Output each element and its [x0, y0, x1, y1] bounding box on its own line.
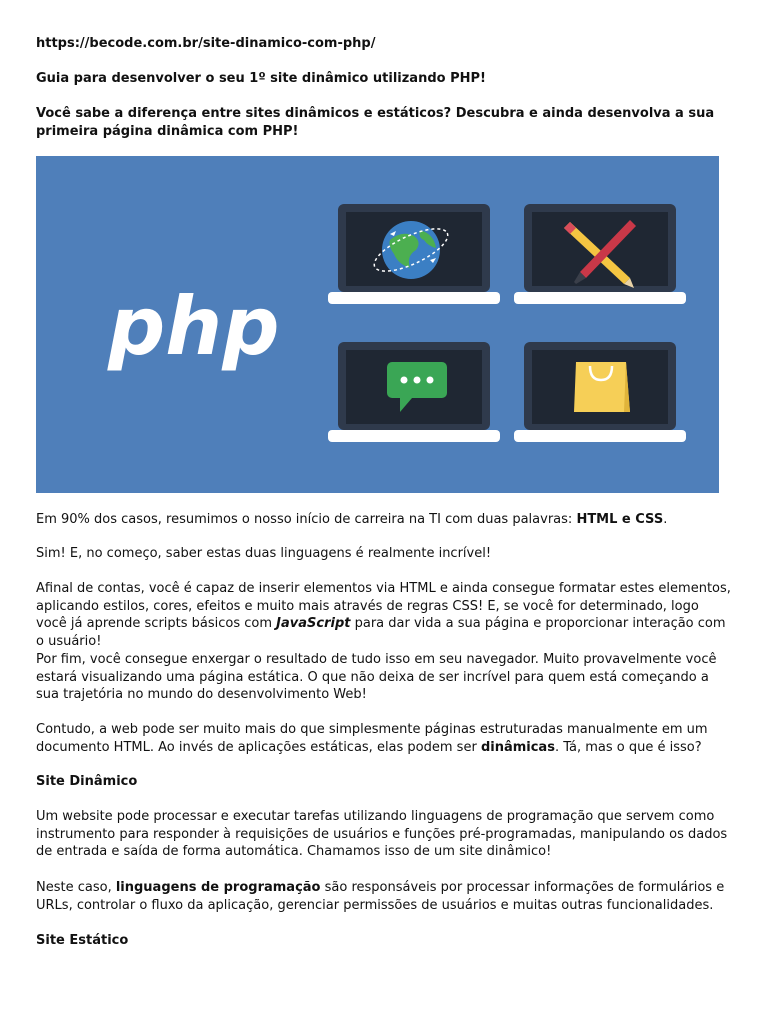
paragraph-por-fim: Por fim, você consegue enxergar o resultado de tudo isso em seu navegador. Muito provavelmente você estará visualizando uma página estática. O que não deixa de ser incrível para quem está começando a sua trajetória no mundo do desenvolvimento Web! — [36, 652, 717, 702]
html-css-highlight: HTML e CSS — [576, 512, 664, 527]
dinamicas-highlight: dinâmicas — [480, 739, 555, 755]
laptop-tools — [514, 204, 686, 304]
source-url[interactable]: https://becode.com.br/site-dinamico-com-php/ — [36, 36, 376, 51]
document-subtitle: Você sabe a diferença entre sites dinâmicos e estáticos? Descubra e ainda desenvolva a sua primeira página dinâmica com PHP! — [36, 106, 715, 139]
heading-site-dinamico: Site Dinâmico — [36, 774, 138, 789]
laptop-globe — [328, 204, 500, 304]
laptop-chat — [328, 342, 500, 442]
shopping-bag-icon — [574, 362, 630, 412]
linguagens-highlight: linguagens de programação — [115, 880, 321, 895]
php-logo: php — [108, 280, 280, 373]
laptop-bag — [514, 342, 686, 442]
paragraph-website: Um website pode processar e executar tarefas utilizando linguagens de programação que servem como instrumento para responder à requisições de usuários e funções pré-programadas, manipulando os dados de entrada e saída de forma automática. Chamamos isso de um site dinâmico! — [36, 809, 728, 859]
heading-site-estatico: Site Estático — [36, 933, 129, 948]
paragraph-yes: Sim! E, no começo, saber estas duas linguagens é realmente incrível! — [36, 546, 492, 561]
paragraph-contudo: Contudo, a web pode ser muito mais do que simplesmente páginas estruturadas manualmente em um documento HTML. Ao invés de aplicações estáticas, elas podem ser dinâmicas. Tá, mas o que é isso? — [36, 722, 708, 755]
document-title: Guia para desenvolver o seu 1º site dinâmico utilizando PHP! — [36, 71, 486, 86]
paragraph-neste-caso: Neste caso, linguagens de programação são responsáveis por processar informações de formulários e URLs, controlar o fluxo da aplicação, gerenciar permissões de usuários e muitas outras funcionalidades. — [36, 880, 725, 913]
paragraph-afinal: Afinal de contas, você é capaz de inserir elementos via HTML e ainda consegue formatar estes elementos, aplicando estilos, cores, efeitos e muito mais através de regras CSS! E, se você for determinado, logo você já aprende scripts básicos com JavaScript para dar vida a sua página e proporcionar interação com o usuário! — [36, 581, 731, 649]
paragraph-intro: Em 90% dos casos, resumimos o nosso início de carreira na TI com duas palavras: HTML e CSS. — [36, 512, 668, 527]
javascript-highlight: JavaScript — [276, 616, 351, 631]
php-banner-image — [36, 156, 719, 493]
